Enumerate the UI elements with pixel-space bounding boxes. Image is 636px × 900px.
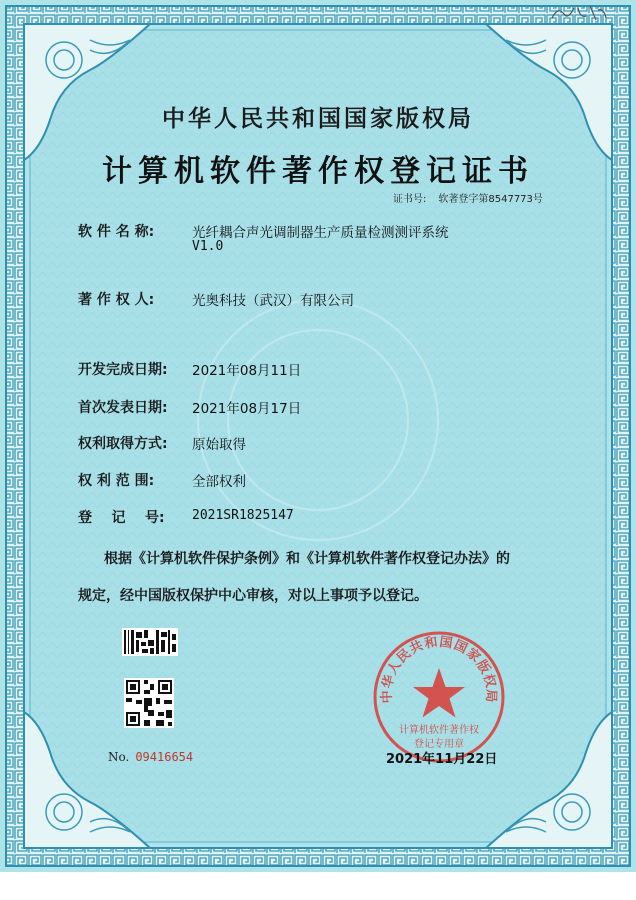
publication-date-label: 首次发表日期:: [78, 400, 168, 416]
issuing-authority: 中华人民共和国国家版权局: [162, 106, 474, 132]
registration-number-label: 登 记 号:: [78, 510, 165, 526]
software-name-value: 光纤耦合声光调制器生产质量检测测评系统: [192, 225, 449, 241]
svg-text:登记专用章: 登记专用章: [414, 739, 464, 750]
serial-number: 09416654: [135, 750, 194, 764]
barcode-image: [122, 628, 178, 656]
acquisition-method-label: 权利取得方式:: [78, 436, 168, 452]
qr-code-image: [124, 678, 174, 728]
certificate-serial: [108, 750, 193, 764]
certificate-number-label: 证书号:: [393, 194, 427, 205]
handwritten-mark: [548, 2, 612, 24]
rights-scope-label: 权 利 范 围:: [78, 473, 155, 489]
official-seal-image: [370, 628, 508, 766]
copyright-owner-label: 著 作 权 人:: [78, 292, 155, 308]
software-name-label: 软 件 名 称:: [78, 224, 155, 240]
issue-date: 2021年11月22日: [386, 752, 498, 767]
acquisition-method-value: 原始取得: [192, 437, 246, 453]
statement-line-1: 根据《计算机软件保护条例》和《计算机软件著作权登记办法》的: [104, 551, 510, 567]
svg-text:计算机软件著作权: 计算机软件著作权: [399, 725, 479, 736]
rights-scope-value: 全部权利: [192, 474, 246, 490]
svg-text:中华人民共和国国家版权局: 中华人民共和国国家版权局: [379, 634, 499, 704]
publication-date-value: 2021年08月17日: [192, 401, 302, 417]
development-date-label: 开发完成日期:: [78, 362, 168, 378]
statement-line-2: 规定，经中国版权保护中心审核，对以上事项予以登记。: [78, 588, 428, 604]
software-version-value: V1.0: [192, 239, 224, 254]
certificate-title: 计算机软件著作权登记证书: [102, 154, 534, 189]
copyright-owner-value: 光奥科技（武汉）有限公司: [192, 293, 354, 309]
registration-number-value: 2021SR1825147: [192, 508, 294, 523]
certificate-number: [393, 190, 543, 205]
serial-prefix: No.: [108, 750, 130, 764]
development-date-value: 2021年08月11日: [192, 363, 302, 379]
certificate-number-value: 软著登字第8547773号: [438, 194, 543, 205]
